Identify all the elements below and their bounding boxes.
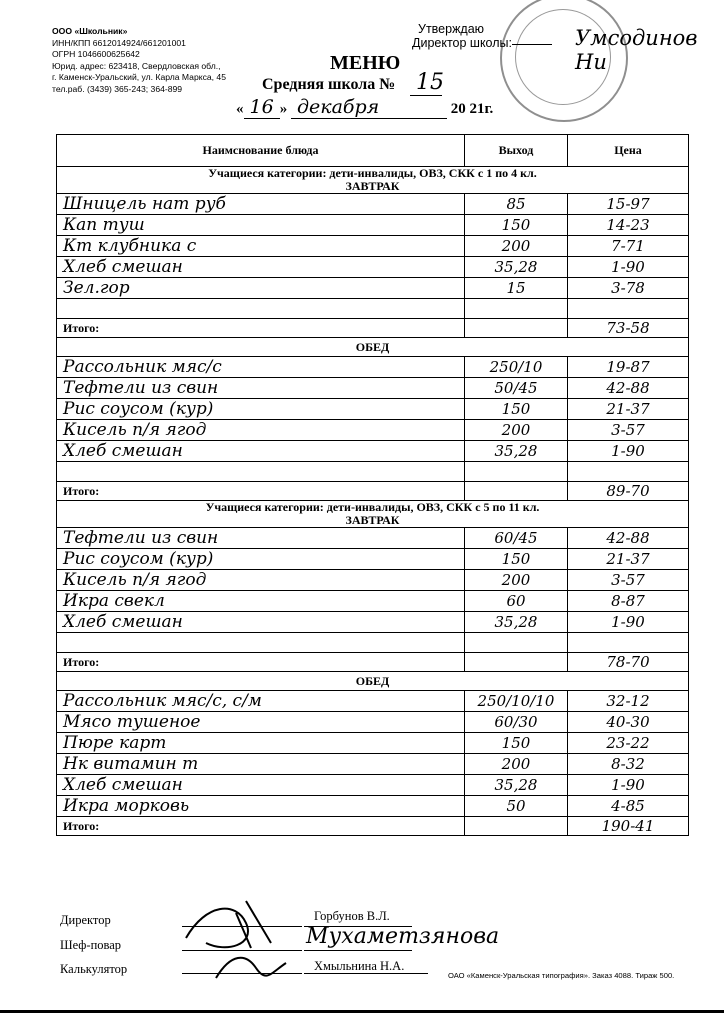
total-price-cell: 89-70 [568,482,689,501]
total-row [57,482,689,501]
school-label: Средняя школа № [262,76,396,93]
chef-name: Мухаметзянова [306,924,500,949]
dish-name-cell: Кт клубника с [57,236,465,257]
approval-director-label: Директор школы: [412,36,512,50]
dish-price-cell: 21-37 [568,549,689,570]
table-row [57,691,689,712]
meal-label: ОБЕД [355,339,390,354]
table-row [57,462,689,482]
dish-price-cell [568,462,689,482]
dish-output-cell: 60/45 [465,528,568,549]
approval-signature-line [512,44,552,45]
menu-date: « 16 » декабря 20 21г. [236,96,494,118]
table-row [57,278,689,299]
dish-name-cell: Мясо тушеное [57,712,465,733]
dish-name-cell: Хлеб смешан [57,612,465,633]
column-header-name: Наимснование блюда [57,135,465,167]
dish-name-cell: Хлеб смешан [57,257,465,278]
table-row [57,194,689,215]
total-label: Итого: [57,319,465,338]
dish-price-cell: 23-22 [568,733,689,754]
total-output-cell [465,482,568,501]
dish-price-cell: 8-32 [568,754,689,775]
table-row [57,591,689,612]
dish-price-cell: 21-37 [568,399,689,420]
organization-address-city: г. Каменск-Уральский, ул. Карла Маркса, 45 [52,72,226,83]
organization-phone: тел.раб. (3439) 365-243; 364-899 [52,83,183,94]
dish-output-cell: 250/10/10 [465,691,568,712]
meal-label: ЗАВТРАК [345,179,400,193]
dish-price-cell: 8-87 [568,591,689,612]
dish-price-cell: 1-90 [568,257,689,278]
dish-output-cell: 150 [465,733,568,754]
table-row [57,257,689,278]
dish-name-cell: Икра свекл [57,591,465,612]
approval-block [412,22,512,50]
dish-name-cell: Рассольник мяс/с [57,357,465,378]
dish-name-cell: Кисель п/я ягод [57,420,465,441]
dish-output-cell: 200 [465,754,568,775]
table-row [57,215,689,236]
dish-price-cell: 1-90 [568,612,689,633]
table-row [57,612,689,633]
dish-name-cell: Нк витамин т [57,754,465,775]
approval-label: Утверждаю [418,22,485,36]
dish-price-cell [568,633,689,653]
organization-name: ООО «Школьник» [52,26,128,36]
dish-output-cell: 35,28 [465,441,568,462]
total-label: Итого: [57,653,465,672]
organization-inn: ИНН/КПП 6612014924/661201001 [52,37,186,48]
table-row [57,775,689,796]
signature-scribbles [176,893,306,983]
meal-label: ОБЕД [355,673,390,688]
total-label: Итого: [57,817,465,836]
dish-output-cell [465,462,568,482]
director-name: Горбунов В.Л. [314,909,390,923]
section-heading-row [57,501,689,528]
printer-note: ОАО «Каменск-Уральская типография». Заказ 4088. Тираж 500. [448,971,675,980]
dish-name-cell: Кисель п/я ягод [57,570,465,591]
dish-price-cell: 14-23 [568,215,689,236]
total-output-cell [465,817,568,836]
dish-name-cell: Икра морковь [57,796,465,817]
section-heading-row [57,338,689,357]
total-row [57,319,689,338]
table-row [57,441,689,462]
dish-price-cell: 19-87 [568,357,689,378]
dish-name-cell [57,462,465,482]
table-row [57,712,689,733]
total-row [57,817,689,836]
dish-output-cell: 60/30 [465,712,568,733]
dish-output-cell: 50 [465,796,568,817]
dish-price-cell: 42-88 [568,528,689,549]
dish-name-cell: Рис соусом (кур) [57,549,465,570]
organization-address: Юрид. адрес: 623418, Свердловская обл., [52,60,221,71]
dish-output-cell: 200 [465,570,568,591]
table-row [57,378,689,399]
director-handwritten-signature: Умсодинов Ни [575,26,698,74]
dish-price-cell: 40-30 [568,712,689,733]
dish-price-cell [568,299,689,319]
dish-name-cell: Тефтели из свин [57,378,465,399]
total-output-cell [465,319,568,338]
dish-output-cell: 150 [465,215,568,236]
dish-name-cell: Хлеб смешан [57,441,465,462]
director-footer-row [60,913,111,928]
organization-ogrn: ОГРН 1046600625642 [52,49,140,60]
dish-output-cell: 200 [465,236,568,257]
page-title: МЕНЮ [330,52,401,74]
dish-name-cell: Пюре карт [57,733,465,754]
dish-name-cell: Шницель нат руб [57,194,465,215]
dish-output-cell: 35,28 [465,257,568,278]
dish-output-cell: 150 [465,549,568,570]
table-header-row [57,135,689,167]
section-heading-row [57,672,689,691]
dish-price-cell: 4-85 [568,796,689,817]
dish-name-cell [57,299,465,319]
dish-price-cell: 3-78 [568,278,689,299]
dish-output-cell: 35,28 [465,612,568,633]
dish-price-cell: 1-90 [568,441,689,462]
dish-price-cell: 7-71 [568,236,689,257]
dish-name-cell: Рассольник мяс/с, с/м [57,691,465,712]
column-header-output: Выход [465,135,568,167]
table-row [57,549,689,570]
page-edge-line [0,1010,724,1013]
dish-name-cell: Зел.гор [57,278,465,299]
table-row [57,796,689,817]
date-year: 20 21 [450,101,485,117]
total-price-cell: 73-58 [568,319,689,338]
column-header-price: Цена [568,135,689,167]
school-number: 15 [416,70,444,95]
meal-label: ЗАВТРАК [345,513,400,527]
organization-block [52,26,226,96]
dish-output-cell: 35,28 [465,775,568,796]
dish-price-cell: 1-90 [568,775,689,796]
table-row [57,733,689,754]
dish-name-cell: Рис соусом (кур) [57,399,465,420]
dish-name-cell: Кап туш [57,215,465,236]
total-price-cell: 78-70 [568,653,689,672]
dish-price-cell: 32-12 [568,691,689,712]
section-heading-row [57,167,689,194]
dish-output-cell: 15 [465,278,568,299]
calc-name-line [304,973,428,974]
menu-table [56,134,689,836]
dish-output-cell: 85 [465,194,568,215]
dish-output-cell: 60 [465,591,568,612]
dish-output-cell: 50/45 [465,378,568,399]
date-day: 16 [244,96,280,119]
dish-output-cell: 200 [465,420,568,441]
table-row [57,570,689,591]
dish-output-cell: 250/10 [465,357,568,378]
table-row [57,528,689,549]
calc-name: Хмыльнина Н.А. [314,959,405,973]
table-row [57,399,689,420]
total-row [57,653,689,672]
table-row [57,299,689,319]
table-row [57,754,689,775]
calc-label: Калькулятор [60,962,128,976]
dish-price-cell: 15-97 [568,194,689,215]
table-row [57,236,689,257]
dish-price-cell: 3-57 [568,420,689,441]
dish-name-cell: Тефтели из свин [57,528,465,549]
director-label: Директор [60,913,111,927]
total-price-cell: 190-41 [568,817,689,836]
total-output-cell [465,653,568,672]
dish-output-cell: 150 [465,399,568,420]
total-label: Итого: [57,482,465,501]
category-label: Учащиеся категории: дети-инвалиды, ОВЗ, СКК с 5 по 11 кл. [205,500,540,514]
chef-name-line [304,950,412,951]
dish-output-cell [465,299,568,319]
dish-price-cell: 42-88 [568,378,689,399]
dish-name-cell: Хлеб смешан [57,775,465,796]
chef-label: Шеф-повар [60,938,122,952]
category-label: Учащиеся категории: дети-инвалиды, ОВЗ, СКК с 1 по 4 кл. [208,166,537,180]
date-year-suffix: г. [484,101,494,117]
dish-price-cell: 3-57 [568,570,689,591]
table-row [57,357,689,378]
dish-name-cell [57,633,465,653]
table-row [57,420,689,441]
date-month: декабря [291,96,447,119]
table-row [57,633,689,653]
dish-output-cell [465,633,568,653]
